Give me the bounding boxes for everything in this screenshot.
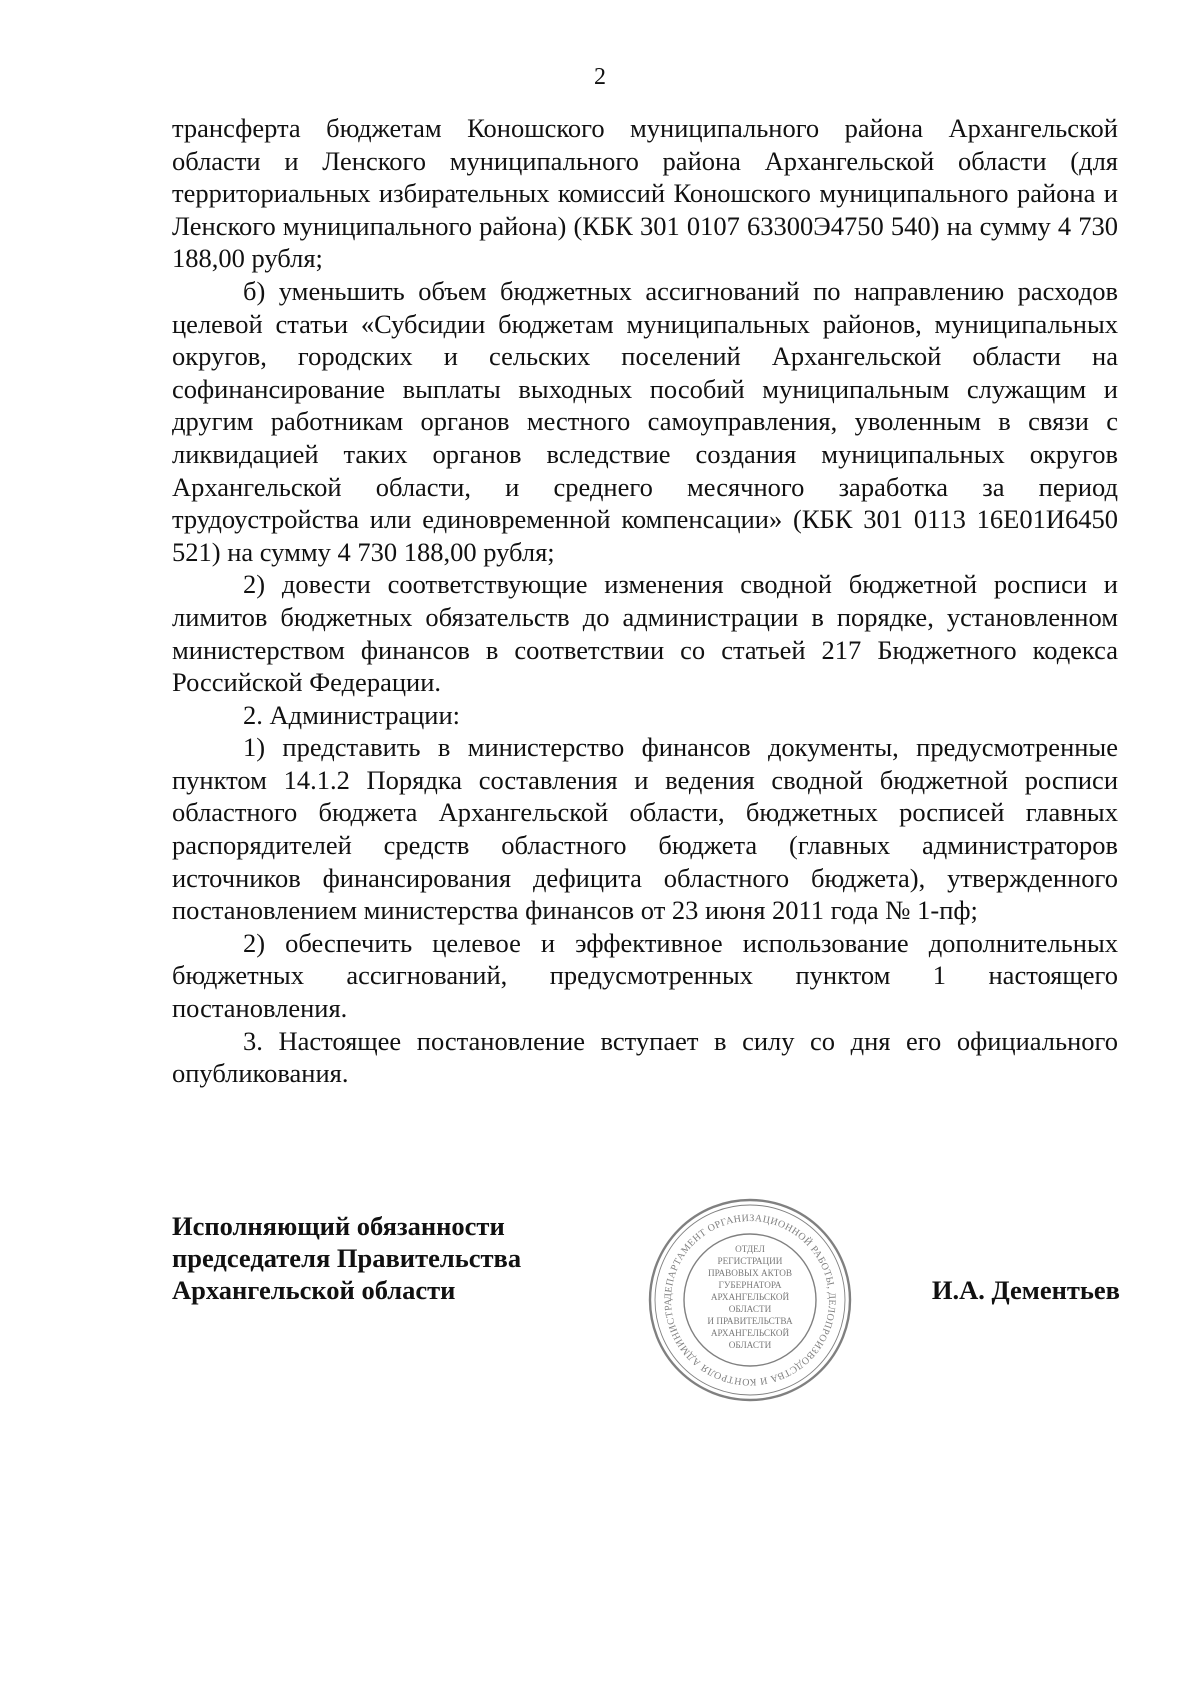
seal-ring-text: ДЕПАРТАМЕНТ ОРГАНИЗАЦИОННОЙ РАБОТЫ, ДЕЛОПРОИЗВОДСТВА И КОНТРОЛЯ АДМИНИСТРА: [662, 1212, 838, 1388]
seal-center-line: И ПРАВИТЕЛЬСТВА: [707, 1316, 793, 1326]
page-number: 2: [594, 64, 606, 90]
body-paragraph-4: 2. Администрации:: [243, 699, 461, 730]
seal-center-line: ПРАВОВЫХ АКТОВ: [707, 1268, 793, 1278]
seal-center-line: ГУБЕРНАТОРА: [718, 1280, 782, 1290]
seal-graphic: [646, 1196, 854, 1404]
document-body: [172, 112, 1118, 1090]
body-paragraph-1: трансферта бюджетам Коношского муниципального района Архангельской области и Ленского муниципального района Архангельской области (для территориальных избирательных комиссий Коношского муниципального района и Ленского муниципального района) (КБК 301 0107 63300Э4750 540) на сумму 4 730 188,00 рубля;: [172, 113, 1118, 274]
body-paragraph-3: 2) довести соответствующие изменения сводной бюджетной росписи и лимитов бюджетных обязательств до администрации в порядке, установленном министерством финансов в соответствии со статьей 217 Бюджетного кодекса Российской Федерации.: [172, 569, 1118, 698]
seal-center-line: ОБЛАСТИ: [728, 1340, 772, 1350]
body-paragraph-2: б) уменьшить объем бюджетных ассигнований по направлению расходов целевой статьи «Субсидии бюджетам муниципальных районов, муниципальных округов, городских и сельских поселений Архангельской области на софинансирование выплаты выходных пособий муниципальным служащим и другим работникам органов местного самоуправления, уволенным в связи с ликвидацией таких органов вследствие создания муниципальных округов Архангельской области, и среднего месячного заработка за период трудоустройства или единовременной компенсации» (КБК 301 0113 16Е01И6450 521) на сумму 4 730 188,00 рубля;: [172, 275, 1118, 567]
signatory-position: [172, 1210, 521, 1306]
seal-center-line: АРХАНГЕЛЬСКОЙ: [710, 1292, 790, 1302]
seal-center-line: ОТДЕЛ: [735, 1244, 765, 1254]
seal-center-line: РЕГИСТРАЦИИ: [717, 1256, 783, 1266]
signatory-name: И.А. Дементьев: [931, 1275, 1120, 1305]
signatory-position-line: Исполняющий обязанности: [172, 1211, 505, 1241]
body-paragraph-6: 2) обеспечить целевое и эффективное использование дополнительных бюджетных ассигнований, предусмотренных пунктом 1 настоящего постановления.: [172, 927, 1118, 1024]
body-paragraph-7: 3. Настоящее постановление вступает в силу со дня его официального опубликования.: [172, 1025, 1118, 1089]
signatory-position-line: Архангельской области: [172, 1275, 456, 1305]
seal-center-line: АРХАНГЕЛЬСКОЙ: [710, 1328, 790, 1338]
signatory-position-line: председателя Правительства: [172, 1243, 522, 1273]
official-seal-stamp: [646, 1196, 854, 1404]
seal-center-line: ОБЛАСТИ: [728, 1304, 772, 1314]
body-paragraph-5: 1) представить в министерство финансов документы, предусмотренные пунктом 14.1.2 Порядка составления и ведения сводной бюджетной росписи областного бюджета Архангельской области, бюджетных росписей главных распорядителей средств областного бюджета (главных администраторов источников финансирования дефицита областного бюджета), утвержденного постановлением министерства финансов от 23 июня 2011 года № 1-пф;: [172, 732, 1118, 926]
